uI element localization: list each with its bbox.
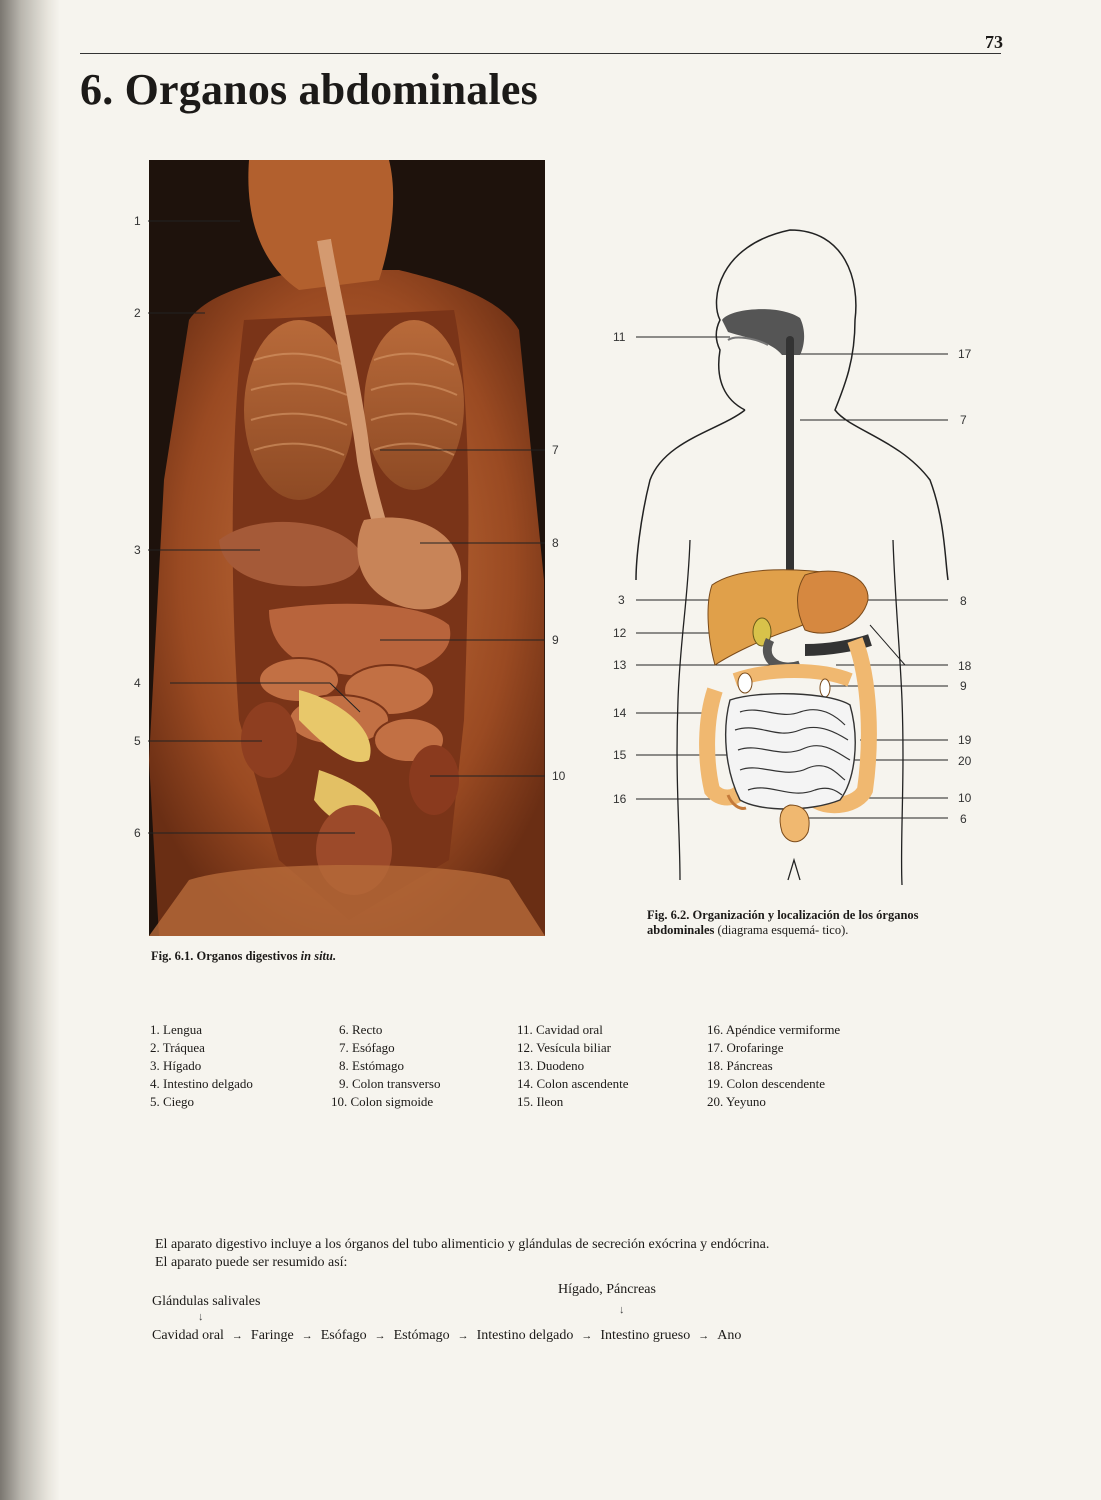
arrow-right-icon: → <box>301 1330 313 1342</box>
legend-item: 5. Ciego <box>150 1094 195 1109</box>
legend-column-2 <box>331 1021 440 1111</box>
intro-paragraph <box>155 1236 985 1272</box>
legend-item: 3. Hígado <box>150 1058 202 1073</box>
callout-9-diagram: 9 <box>960 679 967 693</box>
arrow-right-icon: → <box>457 1330 469 1342</box>
callout-8-diagram: 8 <box>960 594 967 608</box>
legend-item: 11. Cavidad oral <box>517 1022 603 1037</box>
legend-item: 10. Colon sigmoide <box>331 1094 434 1109</box>
callout-13: 13 <box>613 658 627 672</box>
callout-14: 14 <box>613 706 627 720</box>
legend-column-3 <box>517 1021 629 1111</box>
callout-7: 7 <box>552 443 559 457</box>
flow-step: Estómago <box>393 1328 450 1343</box>
callout-1: 1 <box>134 214 141 228</box>
flow-label-salivary: Glándulas salivales <box>152 1294 261 1309</box>
callout-16: 16 <box>613 792 627 806</box>
flow-step: Ano <box>717 1328 742 1343</box>
page-number: 73 <box>985 32 1003 52</box>
legend-item: 9. Colon transverso <box>339 1076 441 1091</box>
flow-step: Intestino grueso <box>600 1328 691 1343</box>
digestive-flow <box>152 1328 741 1344</box>
callout-12: 12 <box>613 626 627 640</box>
legend-item: 15. Ileon <box>517 1094 564 1109</box>
legend-item: 13. Duodeno <box>517 1058 585 1073</box>
legend-item: 6. Recto <box>339 1022 383 1037</box>
callout-15: 15 <box>613 748 627 762</box>
flow-step: Cavidad oral <box>152 1328 224 1343</box>
figure-6-2-diagram <box>600 220 1000 900</box>
callout-18: 18 <box>958 659 972 673</box>
arrow-right-icon: → <box>698 1330 710 1342</box>
legend-item: 1. Lengua <box>150 1022 202 1037</box>
flow-step: Faringe <box>250 1328 294 1343</box>
arrow-right-icon: → <box>581 1330 593 1342</box>
intro-line-1: El aparato digestivo incluye a los órganos del tubo alimenticio y glándulas de secreción exócrina y endócrina. <box>155 1237 770 1252</box>
flow-label-liver-pancreas: Hígado, Páncreas <box>558 1282 656 1297</box>
callout-5: 5 <box>134 734 141 748</box>
legend-item: 18. Páncreas <box>707 1058 773 1073</box>
callout-20: 20 <box>958 754 972 768</box>
legend-item: 20. Yeyuno <box>707 1094 766 1109</box>
legend-item: 4. Intestino delgado <box>150 1076 253 1091</box>
arrow-right-icon: → <box>231 1330 243 1342</box>
chapter-title: 6. Organos abdominales <box>80 65 538 114</box>
callout-17: 17 <box>958 347 972 361</box>
figure-6-2-caption: Fig. 6.2. Organización y localización de los órganos abdominales (diagrama esquemá- tico). <box>647 908 919 937</box>
legend-item: 8. Estómago <box>339 1058 404 1073</box>
callout-7-diagram: 7 <box>960 413 967 427</box>
flow-step: Intestino delgado <box>476 1328 574 1343</box>
figure-6-1-caption: Fig. 6.1. Organos digestivos in situ. <box>151 949 337 963</box>
legend-item: 12. Vesícula biliar <box>517 1040 611 1055</box>
legend-item: 14. Colon ascendente <box>517 1076 629 1091</box>
legend-item: 7. Esófago <box>339 1040 395 1055</box>
arrow-right-icon: → <box>374 1330 386 1342</box>
legend-column-4 <box>707 1021 840 1111</box>
callout-6: 6 <box>134 826 141 840</box>
callout-2: 2 <box>134 306 141 320</box>
callout-3-diagram: 3 <box>618 593 625 607</box>
callout-10: 10 <box>552 769 566 783</box>
arrow-down-icon: ↓ <box>619 1304 625 1316</box>
flow-step: Esófago <box>320 1328 367 1343</box>
callout-8: 8 <box>552 536 559 550</box>
callout-4: 4 <box>134 676 141 690</box>
callout-6-diagram: 6 <box>960 812 967 826</box>
callout-19: 19 <box>958 733 972 747</box>
intro-line-2: El aparato puede ser resumido así: <box>155 1255 348 1270</box>
legend-item: 17. Orofaringe <box>707 1040 784 1055</box>
callout-10-diagram: 10 <box>958 791 972 805</box>
callout-3: 3 <box>134 543 141 557</box>
legend-column-1 <box>150 1021 253 1111</box>
callout-11: 11 <box>613 330 626 344</box>
legend-item: 19. Colon descendente <box>707 1076 826 1091</box>
callout-9: 9 <box>552 633 559 647</box>
legend-item: 16. Apéndice vermiforme <box>707 1022 841 1037</box>
arrow-down-icon: ↓ <box>198 1311 204 1323</box>
legend-item: 2. Tráquea <box>150 1040 205 1055</box>
